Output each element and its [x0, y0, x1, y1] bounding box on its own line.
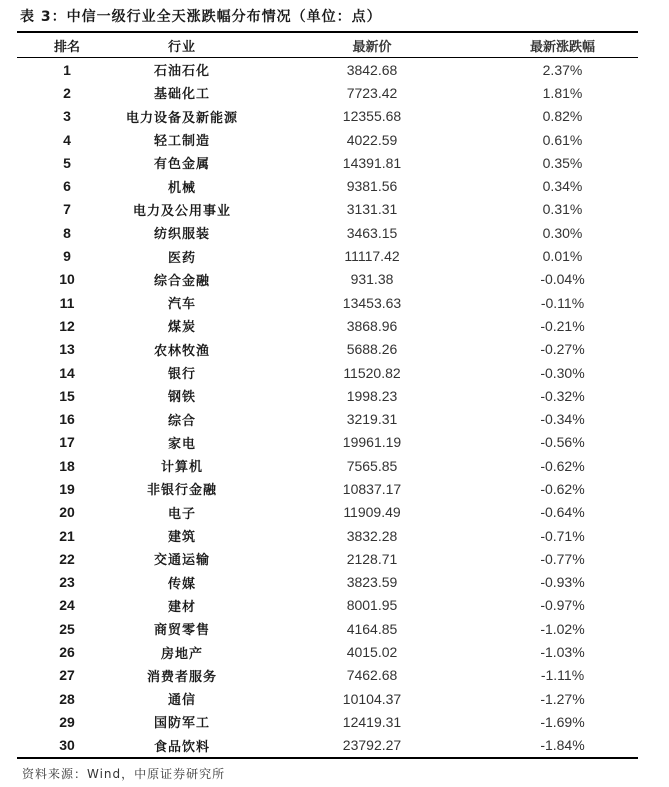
industry-cell: 综合金融 — [153, 273, 210, 289]
price-cell: 7565.85 — [346, 457, 398, 474]
rank-cell: 18 — [59, 457, 75, 474]
table-row — [17, 244, 638, 267]
rank-cell: 29 — [59, 713, 75, 730]
header-latest-change: 最新涨跌幅 — [529, 39, 595, 55]
industry-cell: 家电 — [167, 436, 196, 452]
table-row — [17, 314, 638, 337]
price-cell: 11520.82 — [343, 364, 401, 381]
table-row — [17, 384, 638, 407]
rank-cell: 22 — [59, 550, 75, 567]
table-row — [17, 268, 638, 291]
industry-cell: 传媒 — [167, 576, 196, 592]
industry-cell: 消费者服务 — [146, 669, 217, 685]
rank-cell: 24 — [59, 597, 75, 614]
price-cell: 5688.26 — [346, 341, 398, 358]
price-cell: 11117.42 — [344, 248, 400, 265]
rank-cell: 23 — [59, 574, 75, 591]
change-cell: 2.37% — [542, 61, 583, 78]
table-row — [17, 291, 638, 314]
industry-cell: 钢铁 — [167, 390, 196, 406]
change-cell: -1.69% — [540, 713, 585, 730]
table-row — [17, 571, 638, 594]
industry-cell: 石油石化 — [153, 64, 210, 80]
price-cell: 3868.96 — [346, 317, 398, 334]
change-cell: -0.71% — [540, 527, 585, 544]
rank-cell: 8 — [63, 224, 71, 241]
industry-cell: 轻工制造 — [153, 134, 210, 150]
header-rank: 排名 — [53, 39, 80, 55]
table-row — [17, 477, 638, 500]
table-row — [17, 501, 638, 524]
rank-cell: 7 — [63, 201, 71, 218]
price-cell: 13453.63 — [342, 294, 402, 311]
change-cell: -1.11% — [540, 667, 585, 684]
price-cell: 3131.31 — [346, 201, 398, 218]
change-cell: -0.32% — [540, 387, 585, 404]
rank-cell: 11 — [59, 294, 75, 311]
rank-cell: 15 — [59, 387, 75, 404]
table-row — [17, 687, 638, 710]
table-row — [17, 221, 638, 244]
table-row — [17, 524, 638, 547]
change-cell: -0.56% — [540, 434, 585, 451]
price-cell: 3463.15 — [346, 224, 398, 241]
rank-cell: 2 — [63, 84, 71, 101]
change-cell: -0.64% — [540, 504, 585, 521]
rank-cell: 5 — [63, 154, 71, 171]
industry-cell: 食品饮料 — [153, 739, 210, 755]
table-row — [17, 407, 638, 430]
industry-cell: 建筑 — [167, 530, 196, 546]
change-cell: -0.27% — [540, 341, 585, 358]
industry-cell: 有色金属 — [153, 157, 210, 173]
rank-cell: 25 — [59, 620, 75, 637]
price-cell: 23792.27 — [342, 737, 402, 754]
rank-cell: 12 — [59, 317, 75, 334]
table-row — [17, 151, 638, 174]
rank-cell: 20 — [59, 504, 75, 521]
table-row — [17, 338, 638, 361]
header-industry: 行业 — [167, 39, 196, 55]
industry-cell: 非银行金融 — [146, 483, 217, 499]
industry-cell: 基础化工 — [153, 87, 210, 103]
price-cell: 14391.81 — [342, 154, 402, 171]
rank-cell: 6 — [63, 178, 71, 195]
industry-cell: 建材 — [167, 599, 196, 615]
table-caption: 表 3：中信一级行业全天涨跌幅分布情况（单位：点） — [20, 9, 382, 25]
industry-cell: 交通运输 — [153, 553, 210, 569]
rank-cell: 9 — [63, 248, 71, 265]
table-row — [17, 454, 638, 477]
change-cell: -1.27% — [540, 690, 585, 707]
change-cell: 0.01% — [542, 248, 583, 265]
table-row — [17, 81, 638, 104]
change-cell: 0.35% — [542, 154, 583, 171]
rank-cell: 30 — [59, 737, 75, 754]
change-cell: -0.62% — [540, 457, 585, 474]
rank-cell: 10 — [59, 271, 75, 288]
rank-cell: 4 — [63, 131, 71, 148]
change-cell: -1.84% — [540, 737, 585, 754]
table-row — [17, 664, 638, 687]
rank-cell: 28 — [59, 690, 75, 707]
table-row — [17, 174, 638, 197]
table-row — [17, 734, 638, 757]
price-cell: 4022.59 — [346, 131, 398, 148]
price-cell: 4164.85 — [346, 620, 398, 637]
industry-cell: 国防军工 — [153, 716, 210, 732]
table-row — [17, 128, 638, 151]
industry-cell: 房地产 — [160, 646, 203, 662]
price-cell: 3823.59 — [346, 574, 398, 591]
industry-cell: 通信 — [167, 693, 196, 709]
rank-cell: 19 — [59, 480, 75, 497]
rank-cell: 13 — [59, 341, 75, 358]
change-cell: -0.77% — [540, 550, 585, 567]
industry-cell: 商贸零售 — [153, 623, 210, 639]
change-cell: 0.34% — [542, 178, 583, 195]
industry-cell: 农林牧渔 — [153, 343, 210, 359]
table-row — [17, 58, 638, 81]
source-note: 资料来源：Wind，中原证券研究所 — [22, 767, 226, 781]
price-cell: 3219.31 — [346, 411, 398, 428]
price-cell: 10104.37 — [342, 690, 402, 707]
price-cell: 9381.56 — [346, 178, 398, 195]
industry-cell: 汽车 — [167, 297, 196, 313]
table-row — [17, 710, 638, 733]
price-cell: 1998.23 — [346, 387, 398, 404]
rank-cell: 26 — [59, 644, 75, 661]
table-row — [17, 617, 638, 640]
table-row — [17, 431, 638, 454]
change-cell: -0.21% — [540, 317, 585, 334]
rank-cell: 27 — [59, 667, 75, 684]
industry-cell: 综合 — [167, 413, 196, 429]
industry-cell: 银行 — [167, 367, 196, 382]
change-cell: -0.04% — [540, 271, 585, 288]
industry-cell: 纺织服装 — [153, 227, 210, 243]
change-cell: 0.61% — [542, 131, 583, 148]
change-cell: -1.02% — [540, 620, 585, 637]
change-cell: -0.97% — [540, 597, 585, 614]
change-cell: -1.03% — [540, 644, 585, 661]
price-cell: 12419.31 — [342, 713, 402, 730]
change-cell: -0.93% — [540, 574, 585, 591]
table-row — [17, 105, 638, 128]
change-cell: -0.34% — [540, 411, 585, 428]
change-cell: -0.30% — [540, 364, 585, 381]
price-cell: 19961.19 — [342, 434, 402, 451]
rank-cell: 16 — [59, 411, 75, 428]
rank-cell: 17 — [59, 434, 75, 451]
change-cell: 0.82% — [542, 108, 583, 125]
price-cell: 3832.28 — [346, 527, 398, 544]
rank-cell: 3 — [63, 108, 71, 125]
table-row — [17, 640, 638, 663]
table-body — [17, 58, 638, 757]
rank-cell: 14 — [59, 364, 75, 381]
price-cell: 8001.95 — [346, 597, 398, 614]
change-cell: 0.31% — [542, 201, 583, 218]
header-latest-price: 最新价 — [352, 39, 392, 55]
industry-cell: 医药 — [167, 250, 196, 266]
industry-cell: 电子 — [167, 506, 196, 522]
table-row — [17, 594, 638, 617]
industry-cell: 电力设备及新能源 — [125, 110, 238, 126]
table-header — [17, 33, 638, 58]
price-cell: 11909.49 — [343, 504, 401, 521]
rank-cell: 21 — [59, 527, 75, 544]
industry-cell: 计算机 — [160, 460, 203, 476]
table-row — [17, 198, 638, 221]
price-cell: 7723.42 — [346, 84, 398, 101]
change-cell: -0.62% — [540, 480, 585, 497]
industry-performance-table — [17, 31, 638, 759]
price-cell: 3842.68 — [346, 61, 398, 78]
price-cell: 12355.68 — [342, 108, 402, 125]
price-cell: 931.38 — [350, 271, 394, 288]
industry-cell: 煤炭 — [167, 320, 196, 336]
change-cell: 1.81% — [542, 84, 583, 101]
rank-cell: 1 — [63, 61, 71, 78]
price-cell: 7462.68 — [346, 667, 398, 684]
price-cell: 2128.71 — [346, 550, 398, 567]
industry-cell: 电力及公用事业 — [132, 203, 231, 219]
table-row — [17, 547, 638, 570]
change-cell: 0.30% — [542, 224, 583, 241]
change-cell: -0.11% — [540, 294, 585, 311]
table-row — [17, 361, 638, 384]
price-cell: 4015.02 — [346, 644, 398, 661]
price-cell: 10837.17 — [342, 480, 402, 497]
industry-cell: 机械 — [167, 180, 196, 196]
